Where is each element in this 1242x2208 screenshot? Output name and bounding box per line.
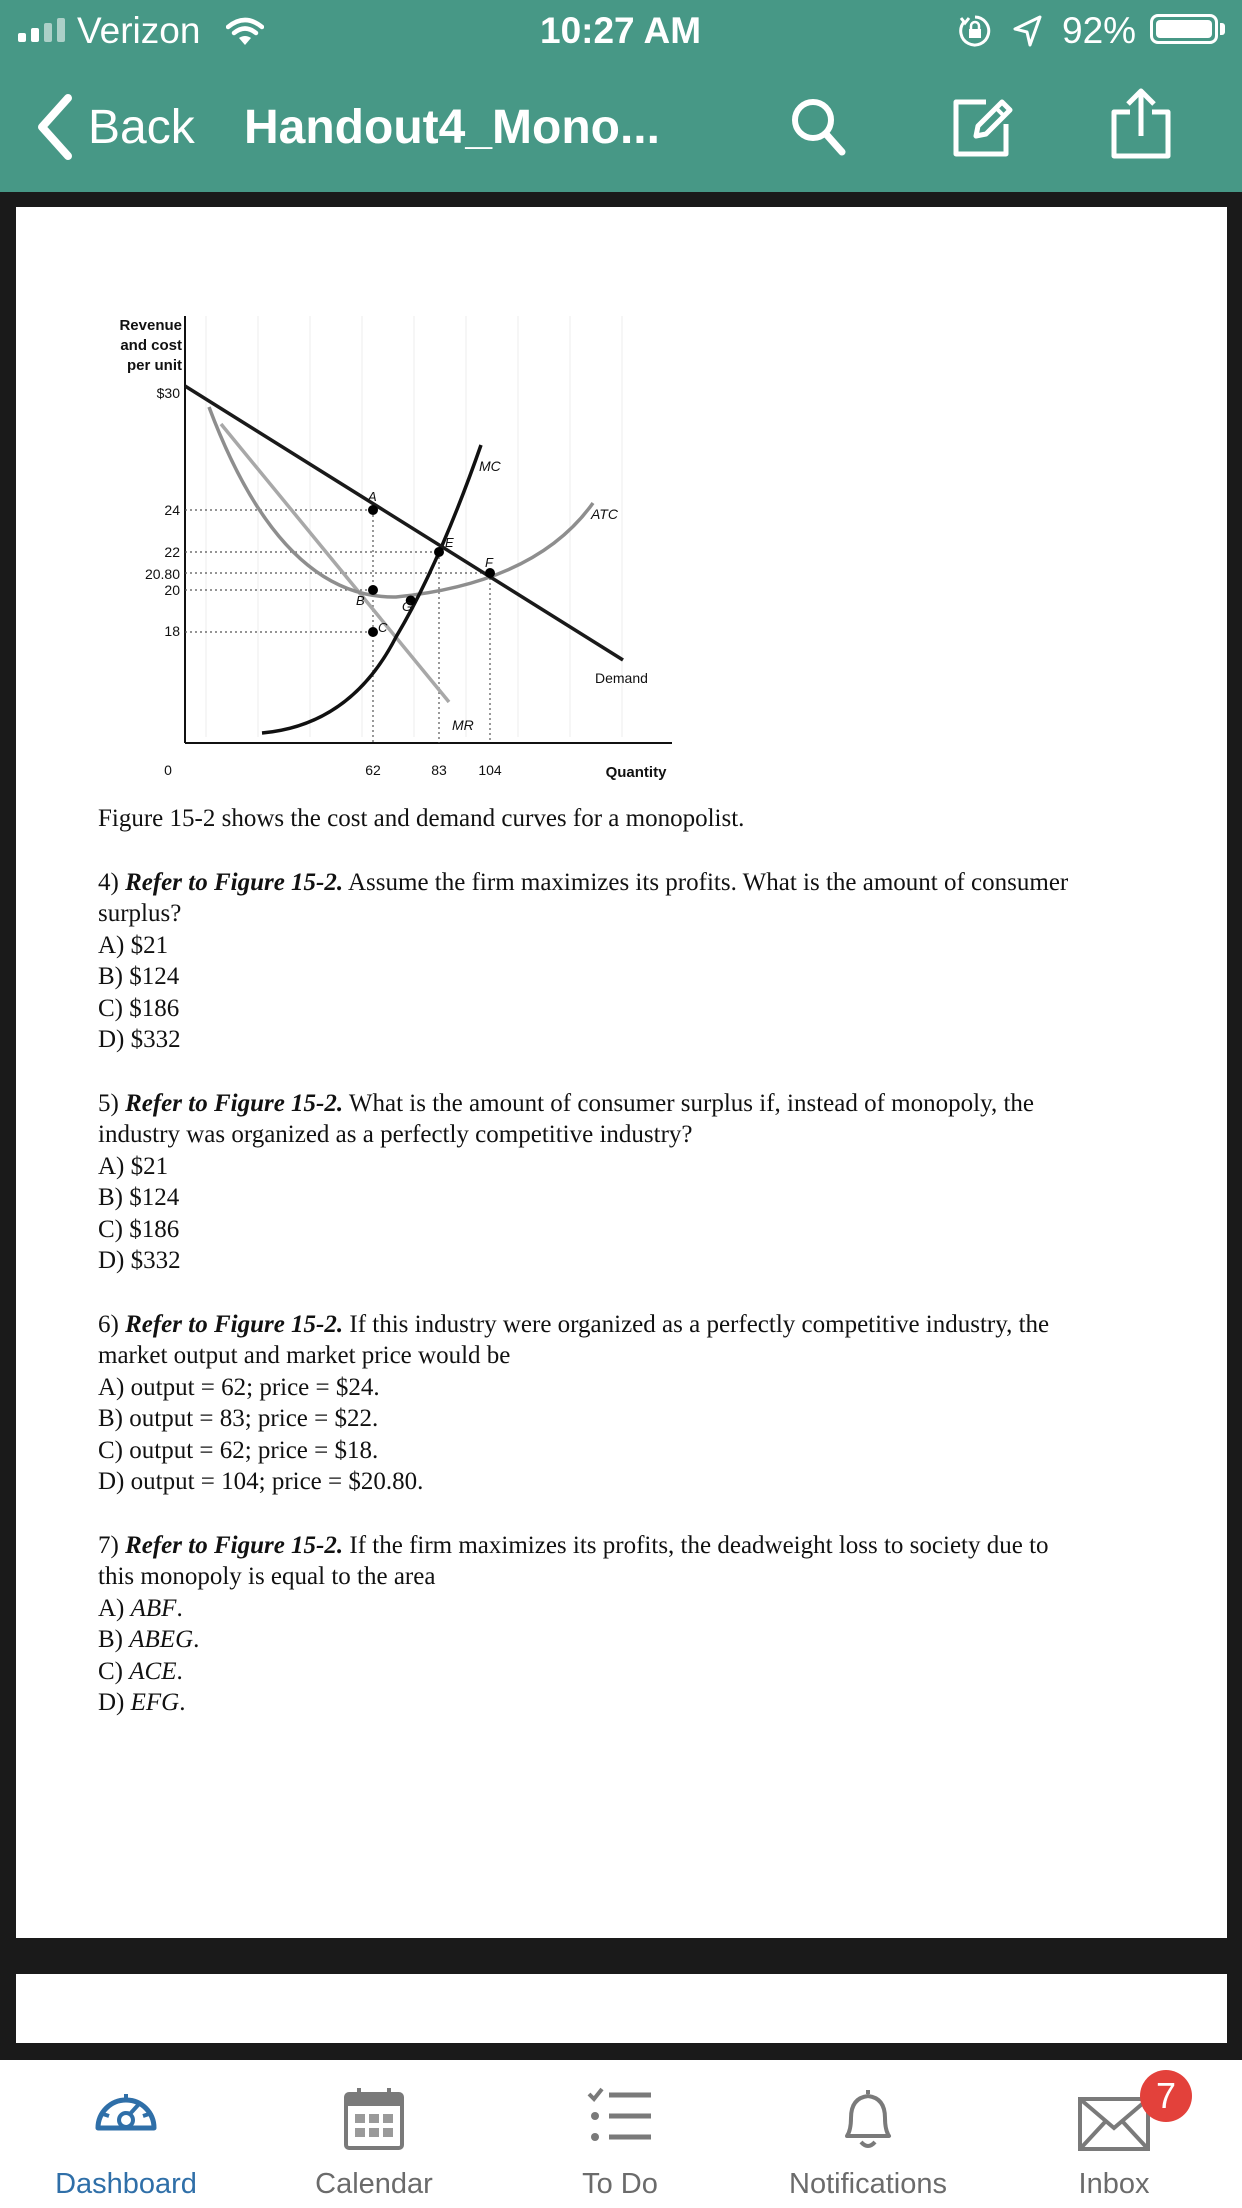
y-tick-30: $30	[156, 385, 180, 401]
wifi-icon	[226, 14, 264, 56]
question-6	[98, 1309, 1178, 1498]
chart-point-c	[368, 627, 378, 637]
demand-curve	[185, 386, 623, 660]
todo-list-icon	[587, 2086, 653, 2151]
tab-bar	[0, 2060, 1242, 2208]
point-g-label: G	[402, 599, 413, 614]
figure-15-2-chart	[96, 307, 676, 787]
figure-reference: Refer to Figure 15-2.	[125, 1310, 344, 1338]
battery-percent: 92%	[1062, 10, 1137, 51]
x-tick-62: 62	[365, 762, 381, 778]
option-a: A) $21	[98, 1152, 169, 1180]
option-c: C) output = 62; price = $18.	[98, 1436, 379, 1464]
tab-label: Dashboard	[55, 2168, 197, 2200]
question-7-line1	[98, 1530, 1178, 1562]
figure-caption: Figure 15-2 shows the cost and demand curves for a monopolist.	[98, 805, 745, 832]
question-7-line2: this monopoly is equal to the area	[98, 1563, 436, 1590]
y-tick-18: 18	[164, 623, 180, 639]
figure-reference: Refer to Figure 15-2.	[125, 1089, 344, 1117]
y-tick-20-80: 20.80	[144, 566, 180, 582]
option-d: D) output = 104; price = $20.80.	[98, 1468, 424, 1495]
option-a: A) output = 62; price = $24.	[98, 1373, 380, 1401]
option-b: B) ABEG.	[98, 1626, 200, 1653]
y-axis-title-line1: Revenue	[119, 317, 182, 334]
y-tick-22: 22	[164, 544, 180, 560]
question-number: 7)	[98, 1531, 119, 1559]
navigation-bar	[0, 64, 1242, 192]
back-button[interactable]	[34, 92, 195, 162]
question-4	[98, 867, 1178, 1056]
point-b-label: B	[356, 593, 365, 608]
question-number: 6)	[98, 1310, 119, 1338]
x-axis-title: Quantity	[605, 764, 667, 781]
option-a: A) ABF.	[98, 1594, 183, 1622]
question-5	[98, 1088, 1178, 1277]
question-text: If this industry were organized as a perfectly competitive industry, the	[343, 1310, 1050, 1338]
option-c: C) $186	[98, 1215, 180, 1243]
option-c: C) $186	[98, 994, 180, 1022]
x-tick-104: 104	[478, 762, 502, 778]
document-page[interactable]	[16, 207, 1227, 1938]
mc-label: MC	[479, 458, 501, 474]
tab-label: Calendar	[315, 2168, 433, 2200]
tab-label: Notifications	[789, 2168, 947, 2200]
tab-todo[interactable]	[496, 2060, 744, 2208]
mr-label: MR	[452, 717, 474, 733]
orientation-lock-icon	[958, 14, 992, 57]
document-title: Handout4_Mono...	[244, 101, 660, 154]
calendar-icon	[343, 2086, 405, 2157]
inbox-unread-badge: 7	[1140, 2070, 1192, 2122]
question-text: If the firm maximizes its profits, the deadweight loss to society due to	[343, 1531, 1049, 1559]
location-arrow-icon	[1012, 14, 1042, 56]
mr-curve	[221, 424, 449, 702]
question-5-line1	[98, 1088, 1178, 1120]
dashboard-icon	[91, 2086, 161, 2141]
tab-label: Inbox	[1078, 2168, 1150, 2200]
y-tick-0: 0	[164, 762, 172, 778]
status-bar	[0, 0, 1242, 64]
chart-point-a	[368, 505, 378, 515]
question-5-line2: industry was organized as a perfectly competitive industry?	[98, 1121, 693, 1148]
y-tick-24: 24	[164, 502, 180, 518]
option-b: B) $124	[98, 1184, 180, 1211]
atc-label: ATC	[591, 506, 618, 522]
option-d: D) EFG.	[98, 1689, 186, 1716]
y-axis-title-line3: per unit	[127, 357, 182, 374]
figure-reference: Refer to Figure 15-2.	[125, 1531, 344, 1559]
option-d: D) $332	[98, 1247, 181, 1274]
share-icon[interactable]	[1108, 88, 1174, 165]
document-text	[98, 803, 1178, 1751]
chevron-left-icon	[34, 92, 74, 162]
question-text: Assume the firm maximizes its profits. What is the amount of consumer	[343, 868, 1069, 896]
battery-icon	[1150, 14, 1218, 44]
search-icon[interactable]	[788, 94, 848, 163]
tab-notifications[interactable]	[744, 2060, 992, 2208]
question-7	[98, 1530, 1178, 1719]
bell-icon	[837, 2086, 899, 2157]
tab-dashboard[interactable]	[2, 2060, 250, 2208]
option-b: B) output = 83; price = $22.	[98, 1405, 379, 1432]
question-text: What is the amount of consumer surplus if, instead of monopoly, the	[343, 1089, 1034, 1117]
inbox-icon	[1077, 2096, 1151, 2157]
point-c-label: C	[378, 620, 388, 635]
y-axis-title-line2: and cost	[120, 337, 182, 354]
tab-inbox[interactable]	[990, 2060, 1238, 2208]
point-a-label: A	[368, 489, 377, 504]
signal-strength-icon	[18, 18, 65, 42]
option-d: D) $332	[98, 1026, 181, 1053]
point-e-label: E	[445, 535, 454, 550]
question-6-line1	[98, 1309, 1178, 1341]
edit-icon[interactable]	[950, 94, 1016, 165]
question-4-line2: surplus?	[98, 900, 182, 927]
document-page-next[interactable]	[16, 1974, 1227, 2043]
tab-label: To Do	[582, 2168, 658, 2200]
chart-point-b	[368, 585, 378, 595]
battery-tip	[1220, 23, 1225, 35]
option-a: A) $21	[98, 931, 169, 959]
figure-reference: Refer to Figure 15-2.	[125, 868, 344, 896]
y-tick-20: 20	[164, 582, 180, 598]
chart-point-e	[434, 547, 444, 557]
option-b: B) $124	[98, 963, 180, 990]
carrier-name: Verizon	[77, 10, 201, 51]
question-number: 4)	[98, 868, 119, 896]
clock-time: 10:27 AM	[540, 10, 702, 51]
tab-calendar[interactable]	[250, 2060, 498, 2208]
back-label: Back	[88, 100, 195, 154]
question-number: 5)	[98, 1089, 119, 1117]
question-4-line1	[98, 867, 1178, 899]
option-c: C) ACE.	[98, 1657, 183, 1685]
question-6-line2: market output and market price would be	[98, 1342, 511, 1369]
demand-label: Demand	[595, 670, 648, 686]
point-f-label: F	[485, 555, 493, 570]
x-tick-83: 83	[431, 762, 447, 778]
